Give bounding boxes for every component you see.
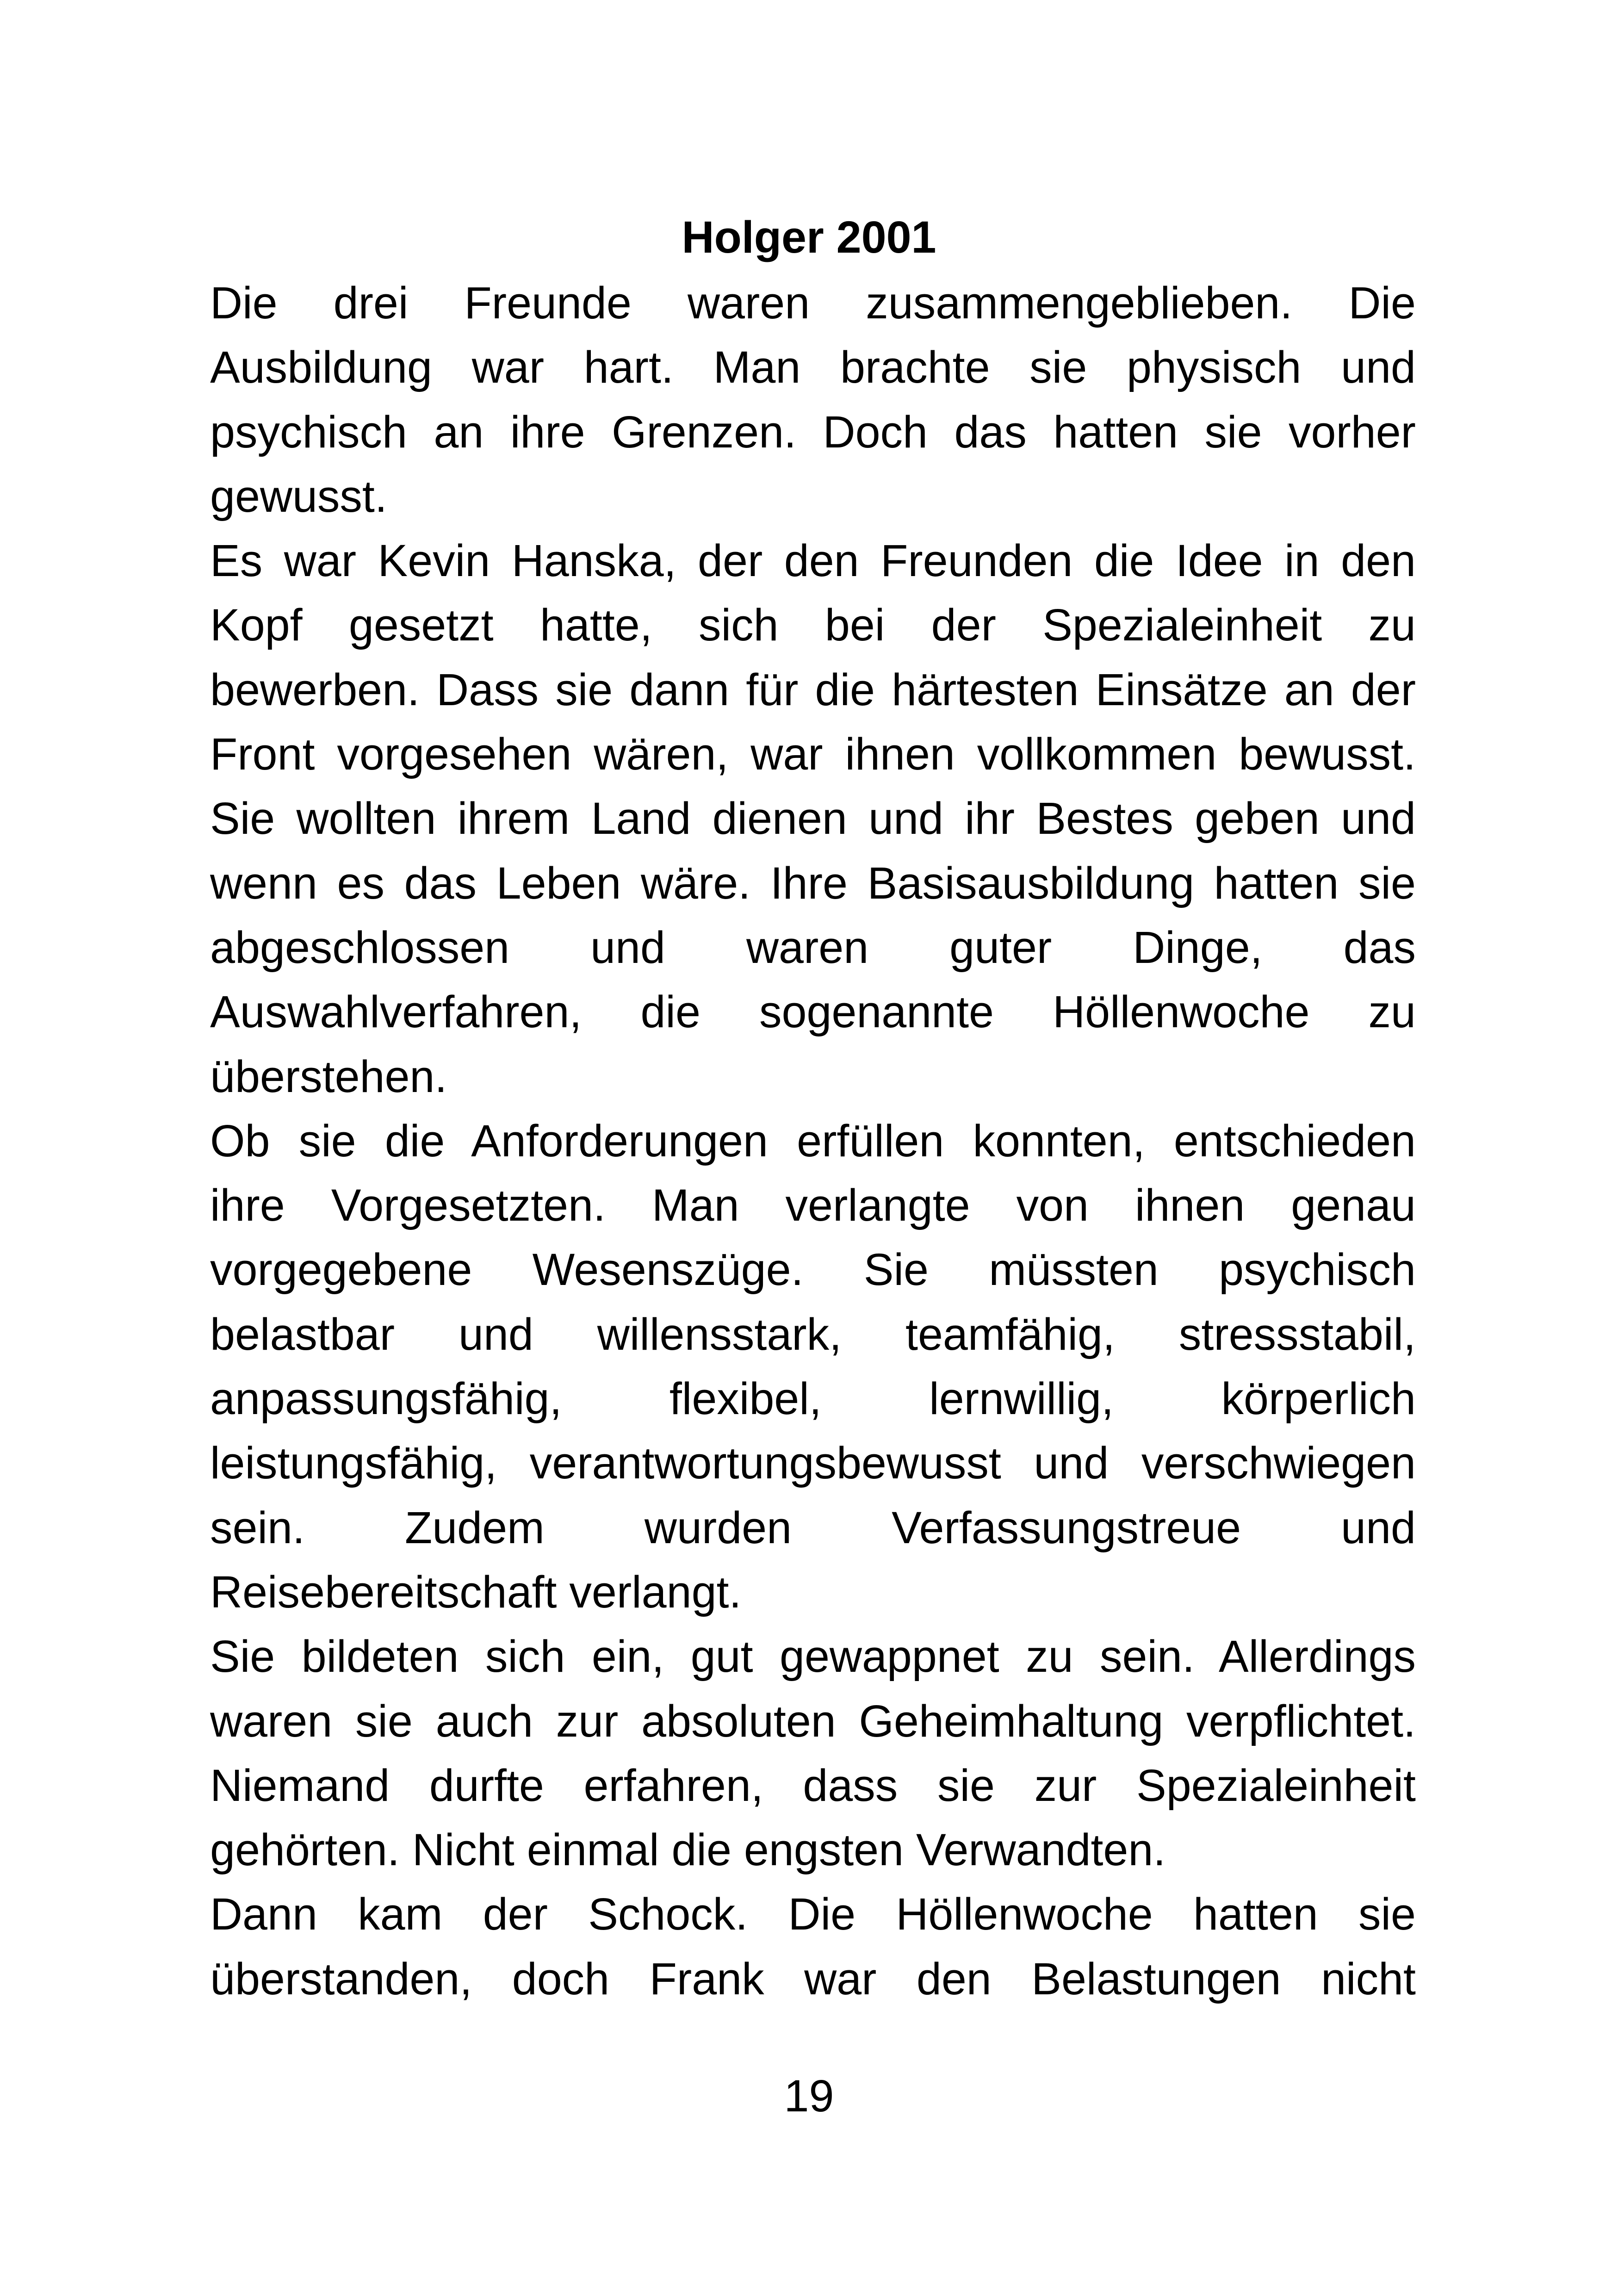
text-line: bewerben. Dass sie dann für die härtesten Einsätze an der	[210, 664, 1416, 715]
text-line: vorgegebene Wesenszüge. Sie müssten psychisch	[210, 1244, 1416, 1295]
text-line: überstanden, doch Frank war den Belastungen nicht	[210, 1953, 1416, 2004]
text-line: Reisebereitschaft verlangt.	[210, 1566, 742, 1617]
text-line: Die drei Freunde waren zusammengeblieben. Die	[210, 278, 1416, 328]
text-line: gehörten. Nicht einmal die engsten Verwandten.	[210, 1824, 1166, 1875]
text-line: abgeschlossen und waren guter Dinge, das	[210, 922, 1416, 973]
text-line: Niemand durfte erfahren, dass sie zur Spezialeinheit	[210, 1760, 1416, 1811]
page-number: 19	[784, 2071, 834, 2121]
text-line: waren sie auch zur absoluten Geheimhaltung verpflichtet.	[210, 1695, 1416, 1746]
text-line: Es war Kevin Hanska, der den Freunden die Idee in den	[210, 535, 1416, 586]
text-line: belastbar und willensstark, teamfähig, stressstabil,	[210, 1309, 1416, 1359]
text-line: anpassungsfähig, flexibel, lernwillig, körperlich	[210, 1373, 1416, 1424]
text-line: Sie wollten ihrem Land dienen und ihr Bestes geben und	[210, 793, 1416, 844]
text-line: leistungsfähig, verantwortungsbewusst und verschwiegen	[210, 1438, 1416, 1489]
chapter-title: Holger 2001	[682, 212, 936, 262]
text-line: Sie bildeten sich ein, gut gewappnet zu sein. Allerdings	[210, 1631, 1416, 1682]
text-line: Ausbildung war hart. Man brachte sie physisch und	[210, 342, 1416, 393]
text-line: sein. Zudem wurden Verfassungstreue und	[210, 1502, 1416, 1553]
text-line: Ob sie die Anforderungen erfüllen konnten, entschieden	[210, 1115, 1416, 1166]
text-line: gewusst.	[210, 471, 387, 521]
text-line: ihre Vorgesetzten. Man verlangte von ihnen genau	[210, 1180, 1416, 1231]
text-line: überstehen.	[210, 1051, 447, 1102]
body-text	[210, 271, 1416, 2011]
text-line: Front vorgesehen wären, war ihnen vollkommen bewusst.	[210, 729, 1416, 780]
text-line: Dann kam der Schock. Die Höllenwoche hatten sie	[210, 1889, 1416, 1940]
text-line: Auswahlverfahren, die sogenannte Höllenwoche zu	[210, 987, 1416, 1037]
text-line: psychisch an ihre Grenzen. Doch das hatten sie vorher	[210, 406, 1416, 457]
text-line: Kopf gesetzt hatte, sich bei der Spezialeinheit zu	[210, 600, 1416, 651]
text-line: wenn es das Leben wäre. Ihre Basisausbildung hatten sie	[210, 857, 1416, 908]
